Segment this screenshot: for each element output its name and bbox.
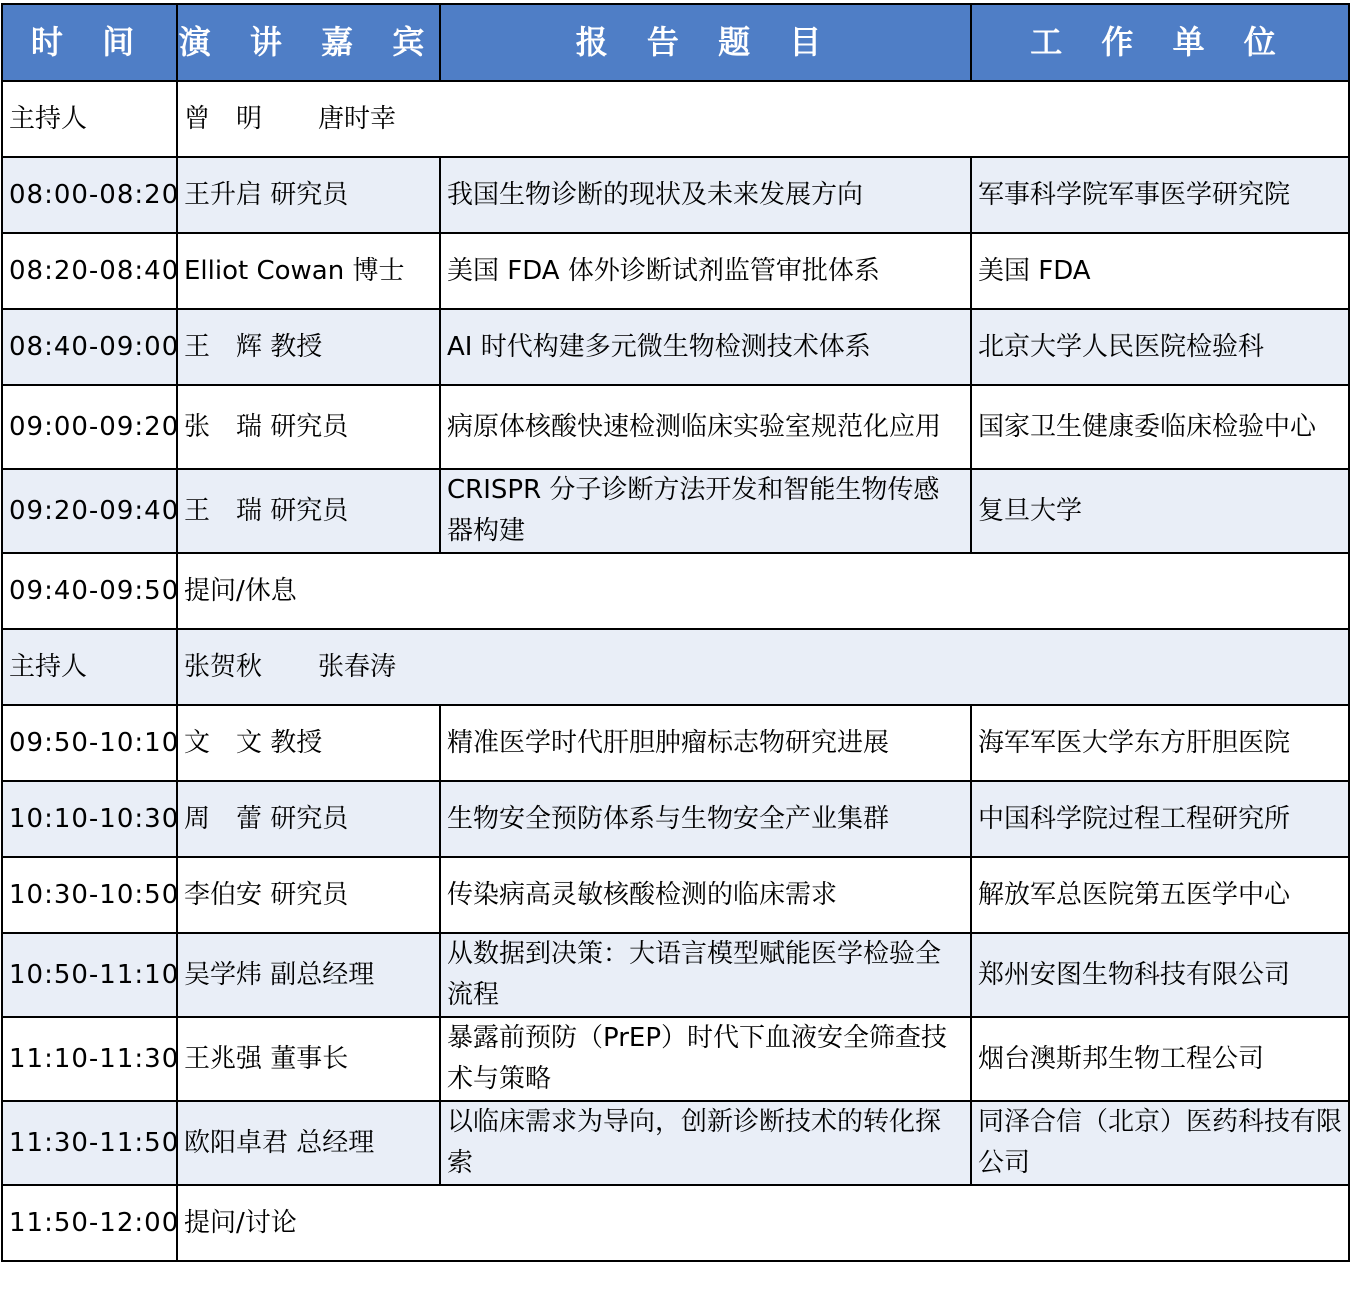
topic-cell: 暴露前预防（PrEP）时代下血液安全筛查技术与策略 <box>440 1017 971 1101</box>
host-label: 主持人 <box>2 629 177 705</box>
header-speaker: 演 讲 嘉 宾 <box>177 4 440 81</box>
time-cell: 10:50-11:10 <box>2 933 177 1017</box>
host-label: 主持人 <box>2 81 177 157</box>
speaker-cell: 欧阳卓君 总经理 <box>177 1101 440 1185</box>
topic-cell: 精准医学时代肝胆肿瘤标志物研究进展 <box>440 705 971 781</box>
time-cell: 11:30-11:50 <box>2 1101 177 1185</box>
break-label: 提问/休息 <box>177 553 1349 629</box>
speaker-cell: 周 蕾 研究员 <box>177 781 440 857</box>
host-row-session2 <box>2 629 1349 705</box>
time-cell: 09:40-09:50 <box>2 553 177 629</box>
table-row <box>2 1101 1349 1185</box>
org-cell: 北京大学人民医院检验科 <box>971 309 1349 385</box>
speaker-cell: 王升启 研究员 <box>177 157 440 233</box>
table-row <box>2 309 1349 385</box>
speaker-cell: 文 文 教授 <box>177 705 440 781</box>
speaker-cell: 王 辉 教授 <box>177 309 440 385</box>
table-row <box>2 233 1349 309</box>
host-names <box>177 629 1349 705</box>
time-cell: 08:20-08:40 <box>2 233 177 309</box>
break-row <box>2 553 1349 629</box>
table-row <box>2 705 1349 781</box>
host-names <box>177 81 1349 157</box>
org-cell: 同泽合信（北京）医药科技有限公司 <box>971 1101 1349 1185</box>
header-row <box>2 4 1349 81</box>
topic-cell: CRISPR 分子诊断方法开发和智能生物传感器构建 <box>440 469 971 553</box>
topic-cell: 病原体核酸快速检测临床实验室规范化应用 <box>440 385 971 469</box>
header-time: 时 间 <box>2 4 177 81</box>
topic-cell: 从数据到决策：大语言模型赋能医学检验全流程 <box>440 933 971 1017</box>
time-cell: 08:40-09:00 <box>2 309 177 385</box>
host-name: 张春涛 <box>318 651 397 682</box>
break-row <box>2 1185 1349 1261</box>
table-row <box>2 157 1349 233</box>
speaker-cell: 王兆强 董事长 <box>177 1017 440 1101</box>
time-cell: 10:10-10:30 <box>2 781 177 857</box>
time-cell: 09:00-09:20 <box>2 385 177 469</box>
speaker-cell: 吴学炜 副总经理 <box>177 933 440 1017</box>
host-row-session1 <box>2 81 1349 157</box>
time-cell: 11:10-11:30 <box>2 1017 177 1101</box>
table-row <box>2 781 1349 857</box>
org-cell: 复旦大学 <box>971 469 1349 553</box>
host-name: 唐时幸 <box>318 103 397 134</box>
time-cell: 09:20-09:40 <box>2 469 177 553</box>
org-cell: 解放军总医院第五医学中心 <box>971 857 1349 933</box>
topic-cell: 以临床需求为导向，创新诊断技术的转化探索 <box>440 1101 971 1185</box>
time-cell: 08:00-08:20 <box>2 157 177 233</box>
time-cell: 10:30-10:50 <box>2 857 177 933</box>
speaker-cell: 张 瑞 研究员 <box>177 385 440 469</box>
topic-cell: AI 时代构建多元微生物检测技术体系 <box>440 309 971 385</box>
schedule-table <box>1 3 1350 1262</box>
speaker-cell: 李伯安 研究员 <box>177 857 440 933</box>
header-topic: 报 告 题 目 <box>440 4 971 81</box>
break-label: 提问/讨论 <box>177 1185 1349 1261</box>
table-row <box>2 385 1349 469</box>
topic-cell: 生物安全预防体系与生物安全产业集群 <box>440 781 971 857</box>
topic-cell: 传染病高灵敏核酸检测的临床需求 <box>440 857 971 933</box>
topic-cell: 美国 FDA 体外诊断试剂监管审批体系 <box>440 233 971 309</box>
org-cell: 中国科学院过程工程研究所 <box>971 781 1349 857</box>
org-cell: 军事科学院军事医学研究院 <box>971 157 1349 233</box>
org-cell: 郑州安图生物科技有限公司 <box>971 933 1349 1017</box>
host-name: 曾 明 <box>184 103 263 134</box>
table-row <box>2 933 1349 1017</box>
speaker-cell: 王 瑞 研究员 <box>177 469 440 553</box>
header-org: 工 作 单 位 <box>971 4 1349 81</box>
org-cell: 烟台澳斯邦生物工程公司 <box>971 1017 1349 1101</box>
host-name: 张贺秋 <box>184 651 263 682</box>
speaker-cell: Elliot Cowan 博士 <box>177 233 440 309</box>
time-cell: 11:50-12:00 <box>2 1185 177 1261</box>
time-cell: 09:50-10:10 <box>2 705 177 781</box>
table-row <box>2 1017 1349 1101</box>
topic-cell: 我国生物诊断的现状及未来发展方向 <box>440 157 971 233</box>
org-cell: 美国 FDA <box>971 233 1349 309</box>
table-row <box>2 857 1349 933</box>
org-cell: 海军军医大学东方肝胆医院 <box>971 705 1349 781</box>
org-cell: 国家卫生健康委临床检验中心 <box>971 385 1349 469</box>
table-row <box>2 469 1349 553</box>
